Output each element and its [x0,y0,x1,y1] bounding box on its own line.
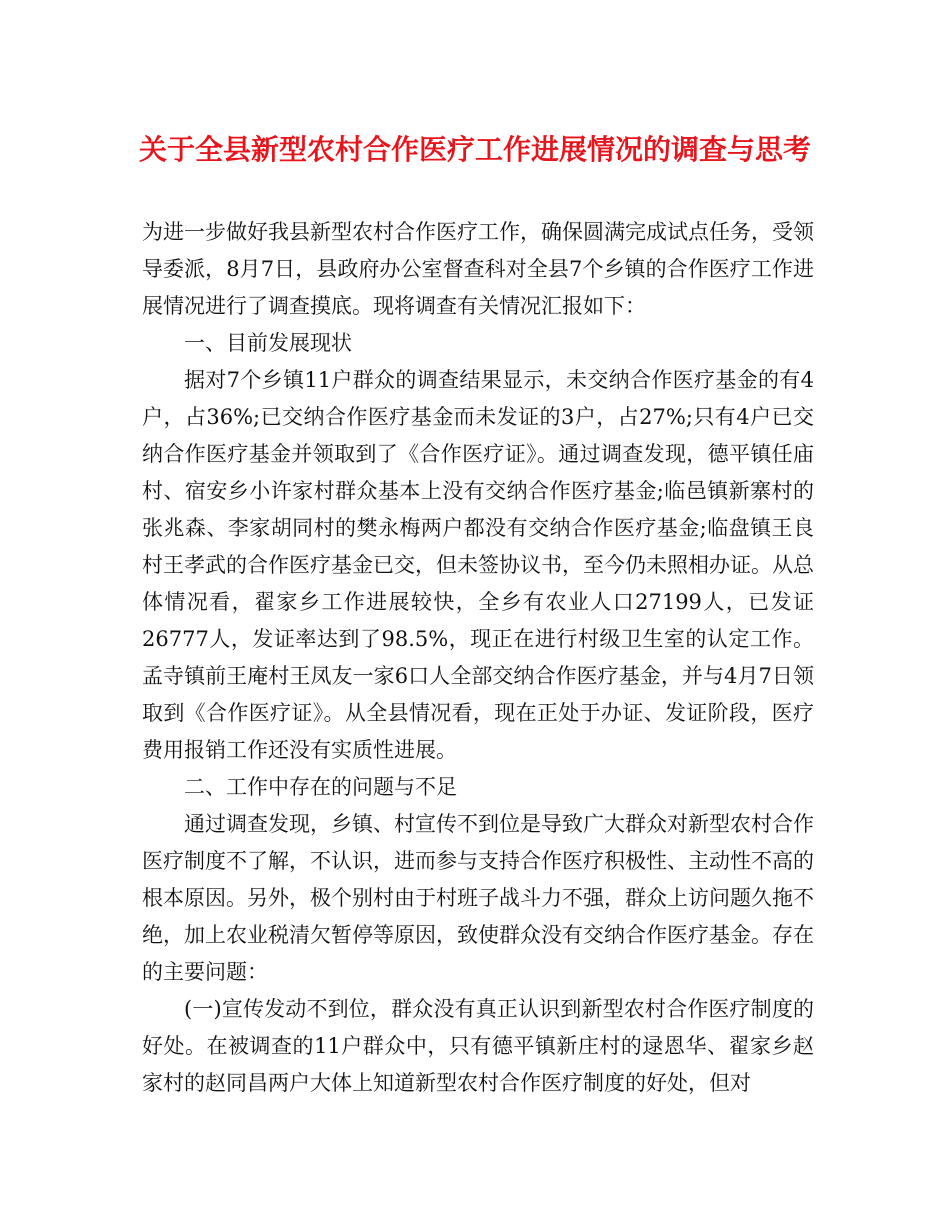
paragraph-intro: 为进一步做好我县新型农村合作医疗工作，确保圆满完成试点任务，受领导委派，8月7日，县政府办公室督查科对全县7个乡镇的合作医疗工作进展情况进行了调查摸底。现将调查有关情况汇报如下： [142,220,814,318]
paragraph-survey-results: 据对7个乡镇11户群众的调查结果显示，未交纳合作医疗基金的有4户，占36%;已交纳合作医疗基金而未发证的3户，占27%;只有4户已交纳合作医疗基金并领取到了《合作医疗证》。通过调查发现，德平镇任庙村、宿安乡小许家村群众基本上没有交纳合作医疗基金;临邑镇新寨村的张兆森、李家胡同村的樊永梅两户都没有交纳合作医疗基金;临盘镇王良村王孝武的合作医疗基金已交，但未签协议书，至今仍未照相办证。从总体情况看，翟家乡工作进展较快，全乡有农业人口27199人，已发证26777人，发证率达到了98.5%，现正在进行村级卫生室的认定工作。孟寺镇前王庵村王凤友一家6口人全部交纳合作医疗基金，并与4月7日领取到《合作医疗证》。从全县情况看，现在正处于办证、发证阶段，医疗费用报销工作还没有实质性进展。 [142,368,814,762]
paragraph-problem-publicity: (一)宣传发动不到位，群众没有真正认识到新型农村合作医疗制度的好处。在被调查的11户群众中，只有德平镇新庄村的逯恩华、翟家乡赵家村的赵同昌两户大体上知道新型农村合作医疗制度的好处，但对 [142,997,814,1095]
document-body [142,214,814,1102]
section-heading-problems: 二、工作中存在的问题与不足 [184,775,457,799]
paragraph-problem-causes: 通过调查发现，乡镇、村宣传不到位是导致广大群众对新型农村合作医疗制度不了解，不认识，进而参与支持合作医疗积极性、主动性不高的根本原因。另外，极个别村由于村班子战斗力不强，群众上访问题久拖不绝，加上农业税清欠暂停等原因，致使群众没有交纳合作医疗基金。存在的主要问题： [142,812,814,984]
section-heading-current-status: 一、目前发展现状 [184,331,352,355]
document-title: 关于全县新型农村合作医疗工作进展情况的调查与思考 [138,133,811,166]
